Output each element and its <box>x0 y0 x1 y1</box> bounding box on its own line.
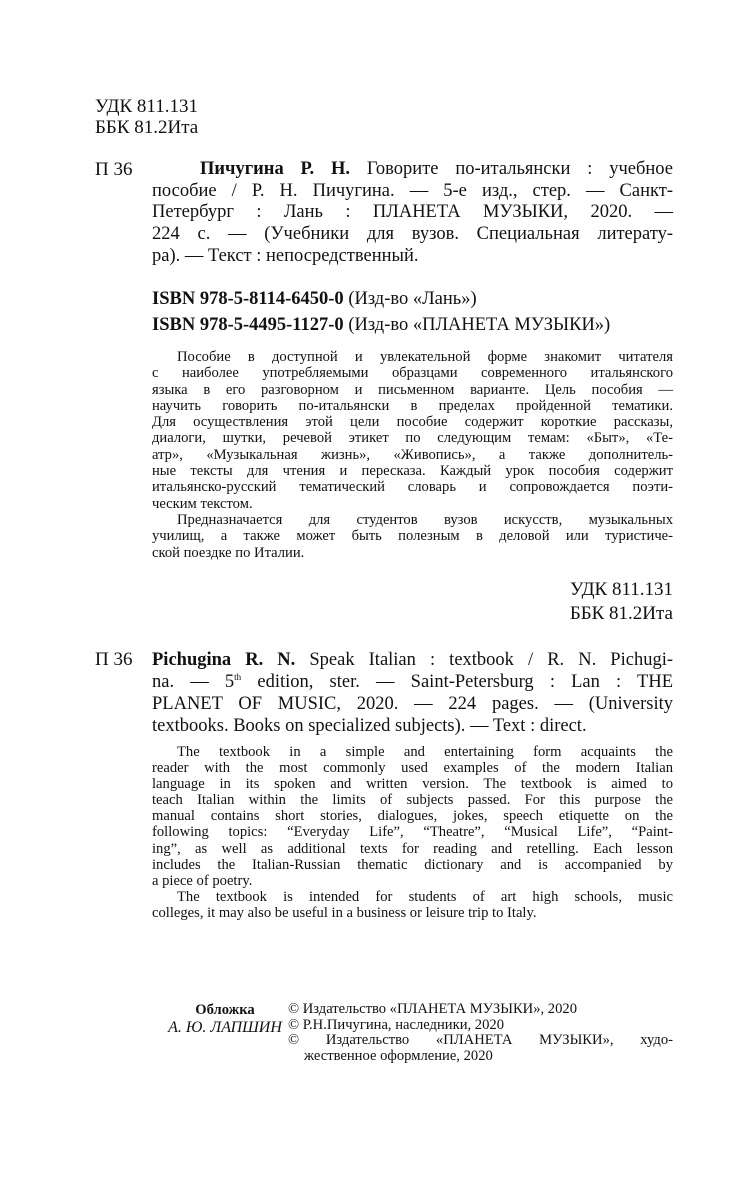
abstract-line: Предназначается для студентов вузов искусств, музыкальных <box>177 511 673 528</box>
citation-line <box>152 671 673 693</box>
citation-line: 224 с. — (Учебники для вузов. Специальная литерату- <box>152 224 673 245</box>
abstract-line: teach Italian within the limits of subjects passed. For this purpose the <box>152 792 673 809</box>
author-mark-ru: П 36 <box>95 159 133 180</box>
isbn-list <box>152 286 610 338</box>
abstract-line: manual contains short stories, dialogues, jokes, speech etiquette on the <box>152 808 673 825</box>
copyright-line: © Издательство «ПЛАНЕТА МУЗЫКИ», худо- <box>288 1032 673 1049</box>
author-mark-en: П 36 <box>95 649 133 670</box>
abstract-line: colleges, it may also be useful in a business or leisure trip to Italy. <box>152 904 537 921</box>
isbn-number: ISBN 978-5-4495-1127-0 <box>152 315 344 335</box>
isbn-publisher: (Изд-во «ПЛАНЕТА МУЗЫКИ») <box>348 315 611 335</box>
udk-code: УДК 811.131 <box>570 579 673 600</box>
abstract-line: языка в его разговорном и письменном варианте. Цель пособия — <box>152 381 673 398</box>
abstract-line: атр», «Музыкальная жизнь», «Живопись», а также дополнитель- <box>152 446 673 463</box>
citation-author: Pichugina R. N. <box>152 650 296 670</box>
abstract-line: includes the Italian-Russian thematic dictionary and is accompanied by <box>152 856 673 873</box>
abstract-line: language in its spoken and written version. The textbook is aimed to <box>152 776 673 793</box>
abstract-line: ской поездке по Италии. <box>152 544 305 561</box>
citation-line: пособие / Р. Н. Пичугина. — 5-е изд., стер. — Санкт- <box>152 180 673 201</box>
bibliographic-citation-ru <box>152 159 673 268</box>
citation-line: Петербург : Лань : ПЛАНЕТА МУЗЫКИ, 2020. — <box>152 202 673 223</box>
abstract-line: с наиболее употребляемыми образцами современного итальянского <box>152 365 673 382</box>
isbn-entry <box>152 286 610 312</box>
abstract-line: научить говорить по-итальянски в пределах пройденной тематики. <box>152 397 673 414</box>
abstract-line: итальянско-русский тематический словарь и сопровождается поэти- <box>152 479 673 496</box>
citation-line: PLANET OF MUSIC, 2020. — 224 pages. — (University <box>152 694 673 714</box>
citation-title: Speak Italian : textbook / R. N. Pichugi- <box>309 650 673 670</box>
copyright-line: жественное оформление, 2020 <box>304 1047 493 1064</box>
copyright-line: © Р.Н.Пичугина, наследники, 2020 <box>288 1016 504 1033</box>
classification-codes-repeat <box>452 578 673 626</box>
abstract-line: ные тексты для чтения и пересказа. Каждый урок пособия содержит <box>152 463 673 480</box>
abstract-line: a piece of poetry. <box>152 872 253 889</box>
bbk-code: ББК 81.2Ита <box>569 603 673 624</box>
classification-codes-top <box>95 96 198 138</box>
abstract-line: училищ, а также может быть полезным в деловой или туристиче- <box>152 528 673 545</box>
abstract-en <box>152 744 673 921</box>
cover-label: Обложка <box>195 1002 255 1018</box>
abstract-line: following topics: “Everyday Life”, “Theatre”, “Musical Life”, “Paint- <box>152 824 673 841</box>
abstract-line: диалоги, шутки, речевой этикет по следующим темам: «Быт», «Те- <box>152 430 673 447</box>
abstract-line: ing”, as well as additional texts for reading and retelling. Each lesson <box>152 840 673 857</box>
citation-line <box>152 159 673 181</box>
citation-title: Говорите по-итальянски : учебное <box>366 159 673 179</box>
abstract-line: The textbook is intended for students of art high schools, music <box>177 888 673 905</box>
isbn-number: ISBN 978-5-8114-6450-0 <box>152 289 344 309</box>
abstract-line: Для осуществления этой цели пособие содержит короткие рассказы, <box>152 414 673 431</box>
udk-code: УДК 811.131 <box>95 96 198 117</box>
abstract-line: The textbook in a simple and entertaining form acquaints the <box>177 744 673 760</box>
citation-text: edition, ster. — Saint-Petersburg : Lan : THE <box>241 672 673 692</box>
cover-credit <box>160 1002 290 1036</box>
bbk-code: ББК 81.2Ита <box>95 117 199 138</box>
abstract-line: ческим текстом. <box>152 495 253 512</box>
isbn-entry <box>152 312 610 338</box>
citation-line <box>152 649 673 671</box>
copyright-notices <box>288 1002 673 1064</box>
citation-text: na. — 5 <box>152 672 235 692</box>
copyright-line: © Издательство «ПЛАНЕТА МУЗЫКИ», 2020 <box>288 1001 577 1017</box>
citation-line: ра). — Текст : непосредственный. <box>152 245 419 266</box>
abstract-ru <box>152 349 673 561</box>
cover-artist: А. Ю. ЛАПШИН <box>168 1019 282 1036</box>
superscript: th <box>234 671 242 682</box>
abstract-line: Пособие в доступной и увлекательной форме знакомит читателя <box>177 349 673 365</box>
abstract-line: reader with the most commonly used examples of the modern Italian <box>152 760 673 777</box>
isbn-publisher: (Изд-во «Лань») <box>348 289 477 309</box>
bibliographic-citation-en <box>152 649 673 737</box>
citation-author: Пичугина Р. Н. <box>200 159 351 179</box>
citation-line: textbooks. Books on specialized subjects). — Text : direct. <box>152 716 587 736</box>
